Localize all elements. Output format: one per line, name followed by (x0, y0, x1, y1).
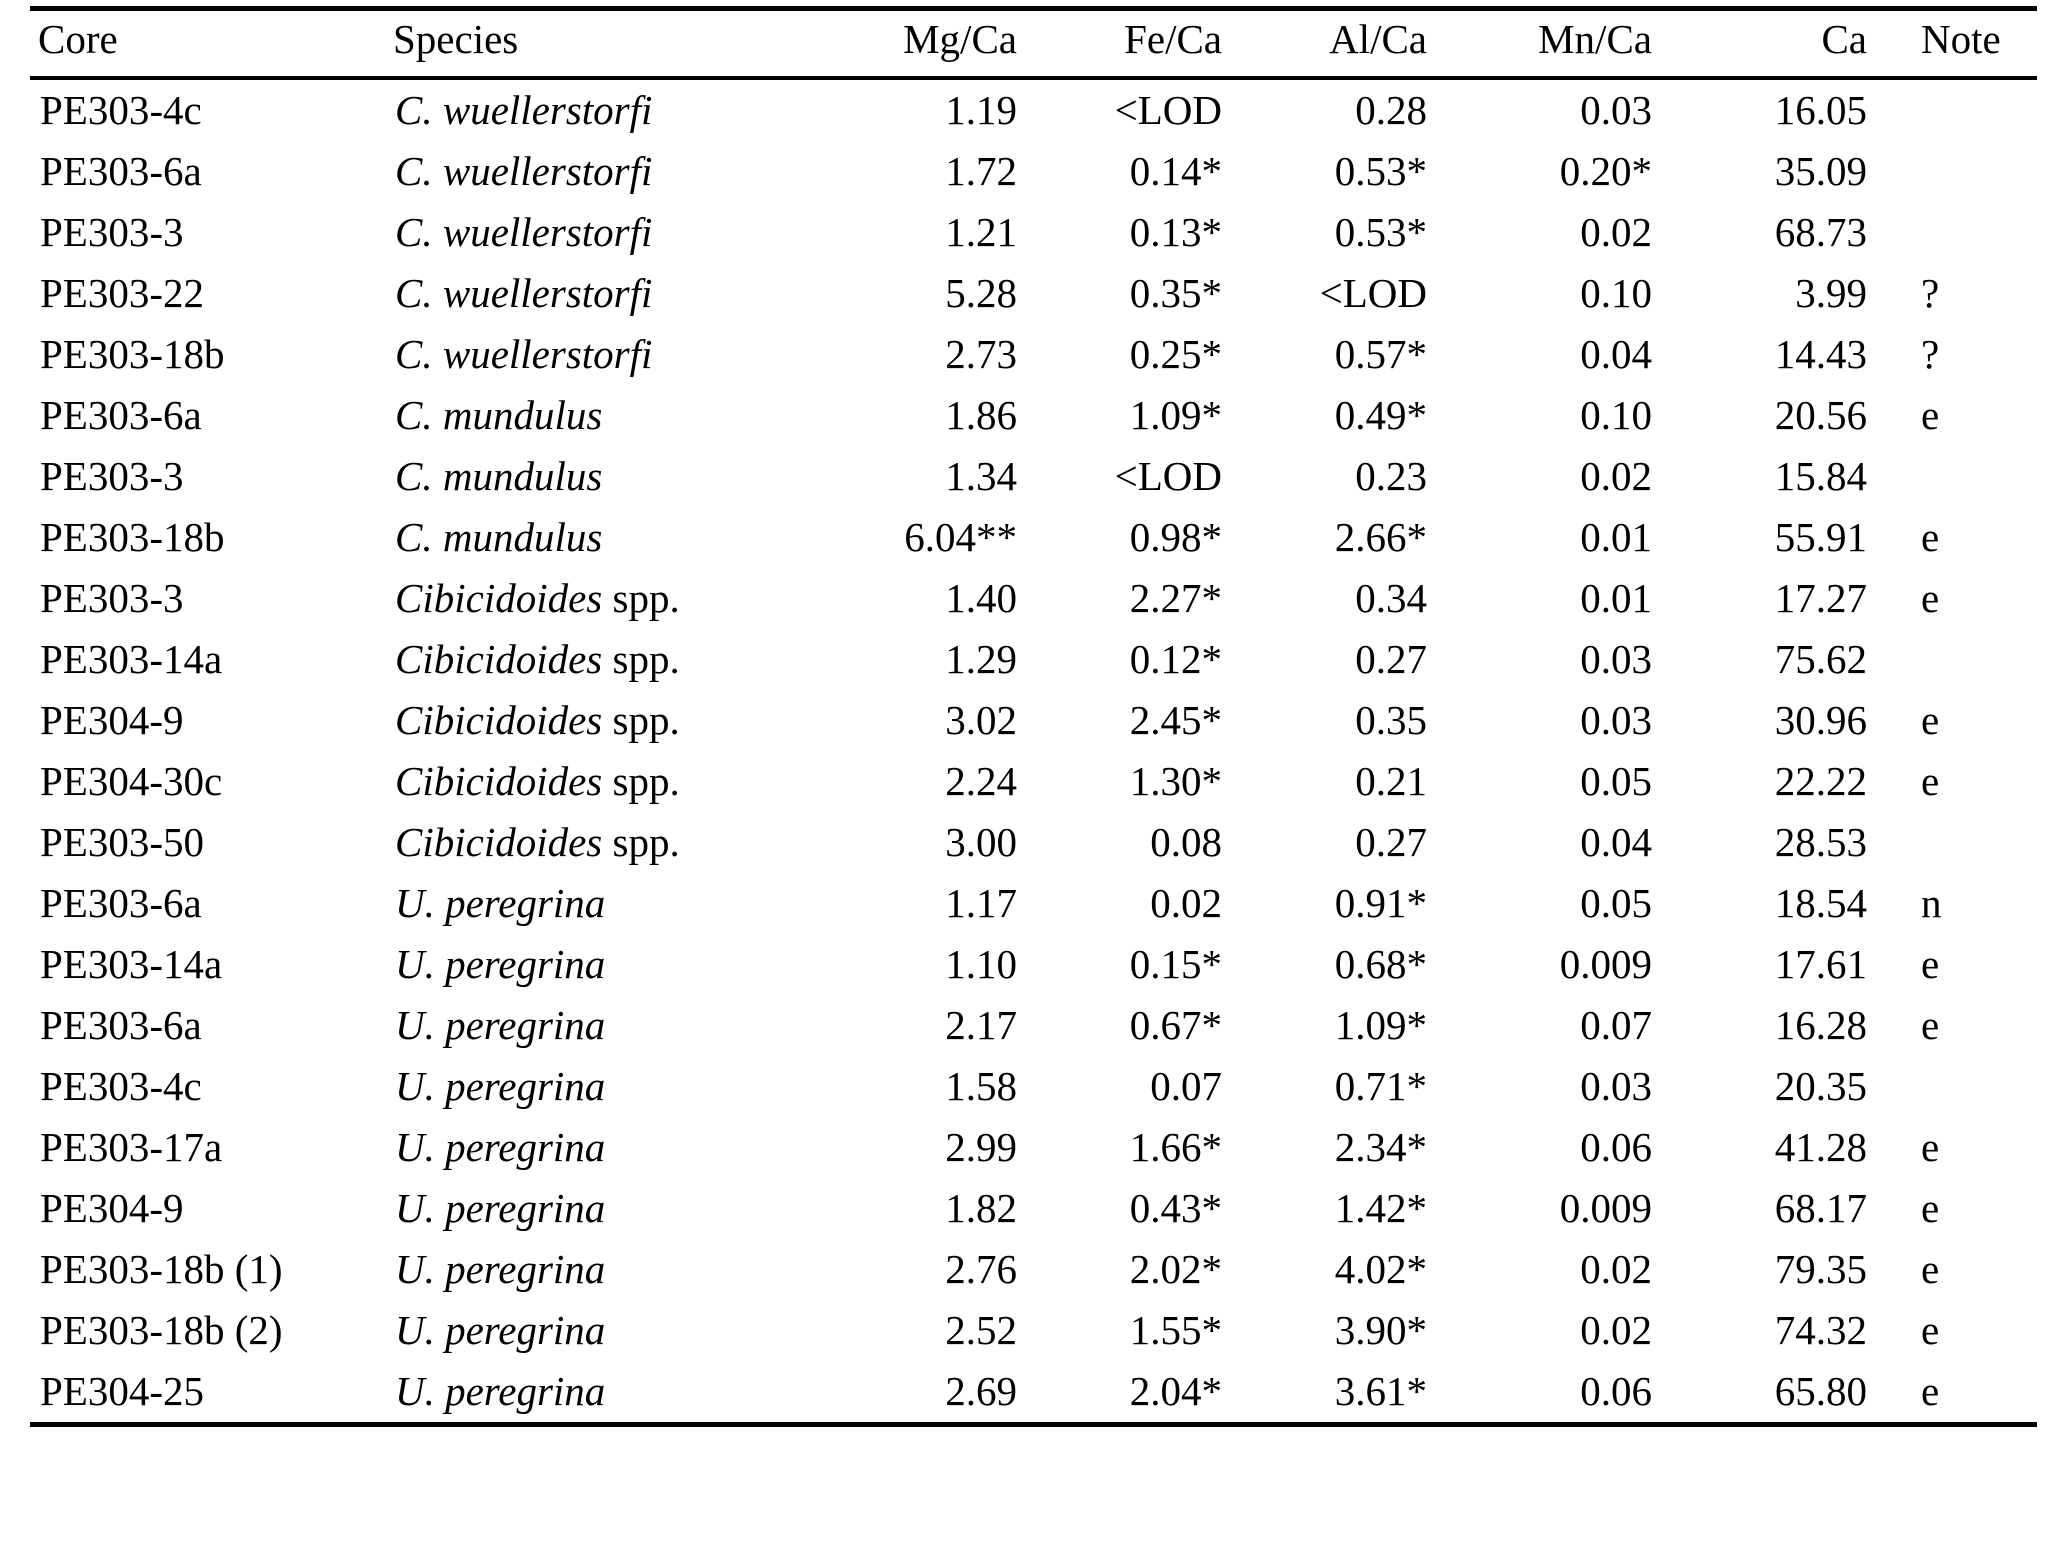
cell-mgca: 5.28 (945, 270, 1017, 316)
cell-alca: 0.34 (1355, 575, 1427, 621)
species-qualifier: spp. (602, 575, 680, 621)
cell-mgca: 6.04** (904, 514, 1017, 560)
cell-feca: <LOD (1114, 87, 1222, 133)
cell-note: e (1921, 575, 1940, 621)
cell-alca: 0.68* (1334, 941, 1427, 987)
cell-feca: 0.35* (1129, 270, 1222, 316)
species-genus-epithet: C. wuellerstorfi (395, 209, 653, 255)
column-header-alca: Al/Ca (1329, 16, 1427, 62)
cell-feca: 0.15* (1129, 941, 1222, 987)
cell-ca: 30.96 (1774, 697, 1867, 743)
cell-species (385, 812, 815, 873)
cell-species (385, 934, 815, 995)
cell-note: e (1921, 941, 1940, 987)
table-row (30, 873, 2037, 934)
column-header-core: Core (38, 16, 118, 62)
cell-species (385, 446, 815, 507)
cell-feca: 0.25* (1129, 331, 1222, 377)
cell-core: PE304-9 (40, 1185, 184, 1231)
cell-feca: 0.12* (1129, 636, 1222, 682)
cell-species (385, 385, 815, 446)
cell-mnca: 0.06 (1580, 1124, 1652, 1170)
cell-mgca: 1.17 (945, 880, 1017, 926)
cell-alca: 0.35 (1355, 697, 1427, 743)
cell-ca: 75.62 (1774, 636, 1867, 682)
cell-species (385, 995, 815, 1056)
cell-ca: 16.28 (1774, 1002, 1867, 1048)
cell-mnca: 0.10 (1580, 392, 1652, 438)
cell-mnca: 0.20* (1559, 148, 1652, 194)
cell-mnca: 0.03 (1580, 1063, 1652, 1109)
cell-species (385, 751, 815, 812)
cell-core: PE303-18b (1) (40, 1246, 283, 1292)
cell-species (385, 629, 815, 690)
cell-alca: 0.21 (1355, 758, 1427, 804)
cell-alca: 0.27 (1355, 636, 1427, 682)
cell-note: ? (1921, 331, 1940, 377)
cell-core: PE303-6a (40, 1002, 202, 1048)
cell-mgca: 2.73 (945, 331, 1017, 377)
table-row (30, 385, 2037, 446)
table-row (30, 1361, 2037, 1422)
species-genus-epithet: Cibicidoides (395, 636, 603, 682)
cell-species (385, 1056, 815, 1117)
cell-species (385, 1361, 815, 1422)
cell-feca: 0.08 (1150, 819, 1222, 865)
cell-ca: 79.35 (1774, 1246, 1867, 1292)
cell-mnca: 0.009 (1559, 941, 1652, 987)
cell-core: PE303-14a (40, 636, 223, 682)
species-genus-epithet: U. peregrina (395, 1063, 606, 1109)
table-row (30, 751, 2037, 812)
cell-note (1895, 629, 2037, 690)
cell-mnca: 0.02 (1580, 1307, 1652, 1353)
cell-core: PE303-18b (40, 514, 225, 560)
cell-mgca: 1.21 (945, 209, 1017, 255)
cell-core: PE304-25 (40, 1368, 204, 1414)
cell-core: PE303-14a (40, 941, 223, 987)
species-genus-epithet: C. wuellerstorfi (395, 87, 653, 133)
cell-core: PE303-3 (40, 453, 184, 499)
species-genus-epithet: U. peregrina (395, 1368, 606, 1414)
cell-note: e (1921, 1124, 1940, 1170)
cell-alca: 0.53* (1334, 148, 1427, 194)
species-genus-epithet: U. peregrina (395, 880, 606, 926)
cell-alca: 4.02* (1334, 1246, 1427, 1292)
cell-mnca: 0.05 (1580, 758, 1652, 804)
cell-core: PE303-6a (40, 148, 202, 194)
cell-ca: 68.17 (1774, 1185, 1867, 1231)
table-row (30, 446, 2037, 507)
cell-mnca: 0.01 (1580, 575, 1652, 621)
table-row (30, 1178, 2037, 1239)
species-qualifier: spp. (602, 819, 680, 865)
cell-ca: 55.91 (1774, 514, 1867, 560)
cell-ca: 41.28 (1774, 1124, 1867, 1170)
cell-species (385, 1239, 815, 1300)
cell-ca: 22.22 (1774, 758, 1867, 804)
cell-species (385, 1178, 815, 1239)
cell-core: PE303-4c (40, 1063, 202, 1109)
cell-mgca: 1.34 (945, 453, 1017, 499)
cell-feca: 0.67* (1129, 1002, 1222, 1048)
cell-ca: 65.80 (1774, 1368, 1867, 1414)
table-row (30, 568, 2037, 629)
cell-core: PE303-6a (40, 880, 202, 926)
cell-species (385, 690, 815, 751)
cell-note (1895, 141, 2037, 202)
cell-species (385, 78, 815, 141)
table-row (30, 629, 2037, 690)
cell-mnca: 0.01 (1580, 514, 1652, 560)
cell-note: ? (1921, 270, 1940, 316)
cell-mgca: 1.82 (945, 1185, 1017, 1231)
cell-note (1895, 812, 2037, 873)
cell-feca: <LOD (1114, 453, 1222, 499)
cell-mgca: 1.29 (945, 636, 1017, 682)
cell-mnca: 0.04 (1580, 819, 1652, 865)
cell-feca: 2.27* (1129, 575, 1222, 621)
species-genus-epithet: Cibicidoides (395, 758, 603, 804)
cell-mgca: 1.19 (945, 87, 1017, 133)
table-row (30, 141, 2037, 202)
cell-mgca: 2.69 (945, 1368, 1017, 1414)
cell-mnca: 0.05 (1580, 880, 1652, 926)
cell-note (1895, 1056, 2037, 1117)
cell-alca: 1.09* (1334, 1002, 1427, 1048)
cell-feca: 2.02* (1129, 1246, 1222, 1292)
cell-note: n (1921, 880, 1942, 926)
cell-ca: 17.61 (1774, 941, 1867, 987)
cell-species (385, 1117, 815, 1178)
table-row (30, 690, 2037, 751)
cell-mgca: 2.17 (945, 1002, 1017, 1048)
cell-feca: 1.66* (1129, 1124, 1222, 1170)
cell-alca: <LOD (1319, 270, 1427, 316)
cell-alca: 0.53* (1334, 209, 1427, 255)
column-header-feca: Fe/Ca (1124, 16, 1222, 62)
table-body (30, 78, 2037, 1422)
cell-core: PE303-50 (40, 819, 204, 865)
species-genus-epithet: Cibicidoides (395, 819, 603, 865)
column-header-mgca: Mg/Ca (903, 16, 1017, 62)
cell-alca: 0.23 (1355, 453, 1427, 499)
table-row (30, 202, 2037, 263)
cell-mgca: 2.76 (945, 1246, 1017, 1292)
cell-mgca: 2.24 (945, 758, 1017, 804)
cell-core: PE303-22 (40, 270, 204, 316)
cell-feca: 1.55* (1129, 1307, 1222, 1353)
species-genus-epithet: C. wuellerstorfi (395, 148, 653, 194)
cell-note: e (1921, 1002, 1940, 1048)
cell-alca: 1.42* (1334, 1185, 1427, 1231)
cell-mnca: 0.009 (1559, 1185, 1652, 1231)
cell-mgca: 1.10 (945, 941, 1017, 987)
cell-core: PE303-18b (2) (40, 1307, 283, 1353)
cell-mgca: 1.86 (945, 392, 1017, 438)
cell-core: PE304-30c (40, 758, 223, 804)
column-header-species: Species (393, 16, 519, 62)
table-row (30, 995, 2037, 1056)
table-row (30, 812, 2037, 873)
cell-note (1895, 446, 2037, 507)
cell-mgca: 1.40 (945, 575, 1017, 621)
cell-ca: 28.53 (1774, 819, 1867, 865)
table-head (30, 9, 2037, 79)
cell-species (385, 568, 815, 629)
species-genus-epithet: C. wuellerstorfi (395, 270, 653, 316)
species-genus-epithet: Cibicidoides (395, 575, 603, 621)
column-header-ca: Ca (1821, 16, 1867, 62)
species-genus-epithet: U. peregrina (395, 1246, 606, 1292)
cell-note: e (1921, 1246, 1940, 1292)
cell-feca: 2.04* (1129, 1368, 1222, 1414)
cell-mnca: 0.04 (1580, 331, 1652, 377)
cell-feca: 0.07 (1150, 1063, 1222, 1109)
cell-alca: 2.34* (1334, 1124, 1427, 1170)
cell-species (385, 324, 815, 385)
cell-core: PE303-17a (40, 1124, 223, 1170)
cell-core: PE303-6a (40, 392, 202, 438)
species-genus-epithet: U. peregrina (395, 1124, 606, 1170)
cell-ca: 68.73 (1774, 209, 1867, 255)
cell-species (385, 141, 815, 202)
cell-core: PE303-3 (40, 575, 184, 621)
cell-alca: 0.91* (1334, 880, 1427, 926)
cell-core: PE303-4c (40, 87, 202, 133)
cell-feca: 1.30* (1129, 758, 1222, 804)
cell-alca: 0.28 (1355, 87, 1427, 133)
cell-alca: 2.66* (1334, 514, 1427, 560)
cell-feca: 1.09* (1129, 392, 1222, 438)
species-genus-epithet: C. mundulus (395, 514, 603, 560)
cell-ca: 3.99 (1795, 270, 1867, 316)
table-row (30, 1117, 2037, 1178)
cell-feca: 0.98* (1129, 514, 1222, 560)
cell-mgca: 2.52 (945, 1307, 1017, 1353)
cell-mnca: 0.10 (1580, 270, 1652, 316)
species-genus-epithet: U. peregrina (395, 941, 606, 987)
cell-mnca: 0.02 (1580, 1246, 1652, 1292)
species-qualifier: spp. (602, 758, 680, 804)
cell-ca: 18.54 (1774, 880, 1867, 926)
cell-mgca: 1.72 (945, 148, 1017, 194)
table-bottom-rule (30, 1422, 2037, 1427)
cell-species (385, 873, 815, 934)
cell-note: e (1921, 758, 1940, 804)
species-genus-epithet: U. peregrina (395, 1307, 606, 1353)
cell-mnca: 0.07 (1580, 1002, 1652, 1048)
cell-alca: 3.61* (1334, 1368, 1427, 1414)
table-row (30, 934, 2037, 995)
cell-feca: 2.45* (1129, 697, 1222, 743)
species-qualifier: spp. (602, 697, 680, 743)
cell-species (385, 263, 815, 324)
cell-mgca: 3.00 (945, 819, 1017, 865)
table-row (30, 507, 2037, 568)
table-row (30, 78, 2037, 141)
cell-species (385, 507, 815, 568)
cell-alca: 0.71* (1334, 1063, 1427, 1109)
cell-ca: 35.09 (1774, 148, 1867, 194)
table-row (30, 324, 2037, 385)
species-genus-epithet: C. wuellerstorfi (395, 331, 653, 377)
cell-alca: 0.57* (1334, 331, 1427, 377)
cell-mgca: 1.58 (945, 1063, 1017, 1109)
cell-ca: 15.84 (1774, 453, 1867, 499)
cell-note: e (1921, 697, 1940, 743)
cell-ca: 17.27 (1774, 575, 1867, 621)
cell-note: e (1921, 392, 1940, 438)
cell-mgca: 3.02 (945, 697, 1017, 743)
cell-ca: 20.35 (1774, 1063, 1867, 1109)
cell-core: PE303-3 (40, 209, 184, 255)
cell-note (1895, 202, 2037, 263)
cell-alca: 3.90* (1334, 1307, 1427, 1353)
cell-species (385, 1300, 815, 1361)
measurements-table (30, 6, 2037, 1422)
cell-mnca: 0.03 (1580, 636, 1652, 682)
cell-feca: 0.13* (1129, 209, 1222, 255)
cell-mnca: 0.06 (1580, 1368, 1652, 1414)
species-qualifier: spp. (602, 636, 680, 682)
cell-mnca: 0.02 (1580, 209, 1652, 255)
cell-ca: 14.43 (1774, 331, 1867, 377)
cell-mnca: 0.03 (1580, 697, 1652, 743)
cell-note: e (1921, 1307, 1940, 1353)
cell-note: e (1921, 1185, 1940, 1231)
cell-mgca: 2.99 (945, 1124, 1017, 1170)
cell-ca: 74.32 (1774, 1307, 1867, 1353)
cell-feca: 0.14* (1129, 148, 1222, 194)
table-row (30, 263, 2037, 324)
cell-mnca: 0.03 (1580, 87, 1652, 133)
cell-note: e (1921, 514, 1940, 560)
species-genus-epithet: C. mundulus (395, 453, 603, 499)
table-row (30, 1056, 2037, 1117)
species-genus-epithet: C. mundulus (395, 392, 603, 438)
cell-ca: 20.56 (1774, 392, 1867, 438)
cell-core: PE304-9 (40, 697, 184, 743)
species-genus-epithet: U. peregrina (395, 1185, 606, 1231)
species-genus-epithet: Cibicidoides (395, 697, 603, 743)
column-header-mnca: Mn/Ca (1538, 16, 1652, 62)
cell-mnca: 0.02 (1580, 453, 1652, 499)
cell-alca: 0.49* (1334, 392, 1427, 438)
table-header-row (30, 9, 2037, 79)
cell-core: PE303-18b (40, 331, 225, 377)
cell-feca: 0.02 (1150, 880, 1222, 926)
cell-species (385, 202, 815, 263)
cell-note: e (1921, 1368, 1940, 1414)
cell-note (1895, 78, 2037, 141)
cell-feca: 0.43* (1129, 1185, 1222, 1231)
table-row (30, 1239, 2037, 1300)
species-genus-epithet: U. peregrina (395, 1002, 606, 1048)
table-row (30, 1300, 2037, 1361)
cell-ca: 16.05 (1774, 87, 1867, 133)
cell-alca: 0.27 (1355, 819, 1427, 865)
column-header-note: Note (1921, 16, 2001, 62)
